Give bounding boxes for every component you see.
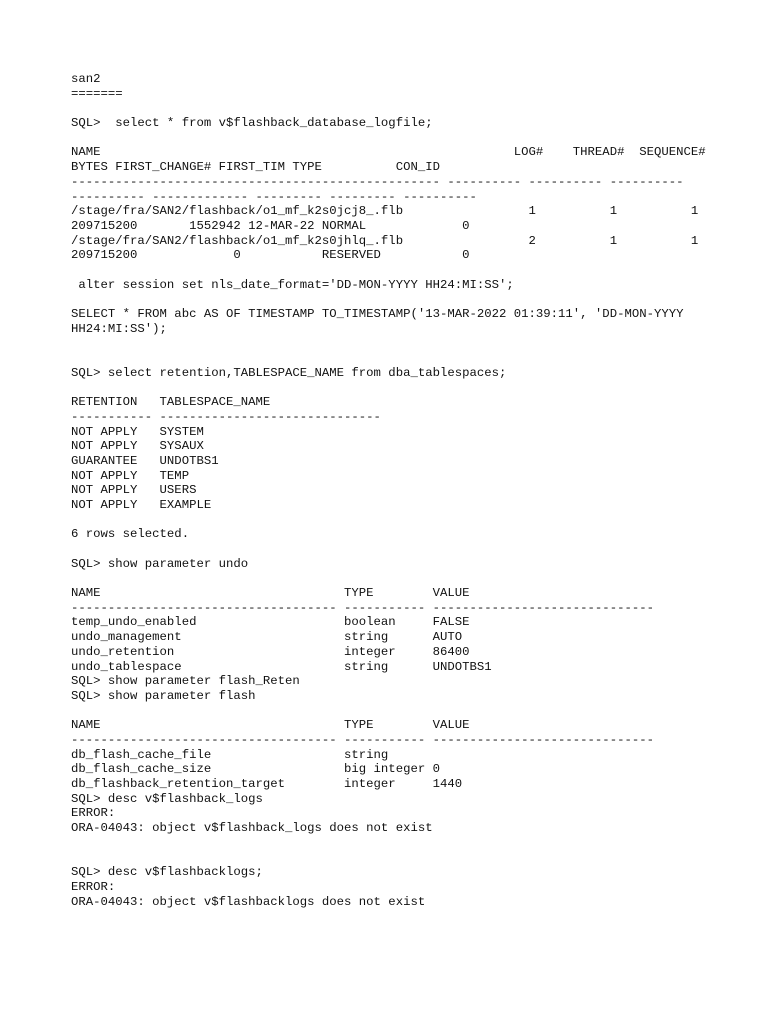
document-page bbox=[71, 72, 751, 909]
text-line: ----------- ------------------------------ bbox=[71, 409, 381, 424]
text-line: NOT APPLY TEMP bbox=[71, 468, 190, 483]
text-line: alter session set nls_date_format='DD-MON-YYYY HH24:MI:SS'; bbox=[71, 277, 514, 292]
text-line: NOT APPLY EXAMPLE bbox=[71, 497, 212, 512]
text-line: GUARANTEE UNDOTBS1 bbox=[71, 453, 219, 468]
text-line bbox=[71, 836, 751, 851]
text-line bbox=[71, 131, 751, 146]
text-line: 6 rows selected. bbox=[71, 527, 190, 542]
text-line: db_flashback_retention_target integer 1440 bbox=[71, 777, 463, 791]
text-line: NOT APPLY USERS bbox=[71, 483, 197, 498]
text-line: ERROR: bbox=[71, 879, 116, 894]
text-line bbox=[71, 571, 751, 586]
text-line: db_flash_cache_file string bbox=[71, 747, 389, 762]
text-line bbox=[71, 351, 751, 366]
text-line: SQL> desc v$flashbacklogs; bbox=[71, 865, 263, 880]
text-line bbox=[71, 101, 751, 116]
text-line: undo_retention integer 86400 bbox=[71, 644, 470, 659]
text-line: 209715200 0 RESERVED 0 bbox=[71, 248, 470, 263]
text-line bbox=[71, 336, 751, 351]
text-line: undo_tablespace string UNDOTBS1 bbox=[71, 659, 492, 674]
text-line: SQL> select * from v$flashback_database_logfile; bbox=[71, 116, 433, 131]
text-line: NOT APPLY SYSAUX bbox=[71, 439, 204, 454]
text-line bbox=[71, 850, 751, 865]
text-line: ORA-04043: object v$flashback_logs does not exist bbox=[71, 821, 433, 836]
text-line: ======= bbox=[71, 86, 123, 101]
text-line: ------------------------------------ ----------- ------------------------------ bbox=[71, 600, 654, 615]
text-line: /stage/fra/SAN2/flashback/o1_mf_k2s0jhlq_.flb 2 1 1 bbox=[71, 233, 699, 248]
text-line: ORA-04043: object v$flashbacklogs does not exist bbox=[71, 894, 426, 909]
text-line: 209715200 1552942 12-MAR-22 NORMAL 0 bbox=[71, 218, 470, 233]
text-line: SELECT * FROM abc AS OF TIMESTAMP TO_TIMESTAMP('13-MAR-2022 01:39:11', 'DD-MON-YYYY bbox=[71, 307, 684, 321]
text-line: NAME LOG# THREAD# SEQUENCE# bbox=[71, 145, 706, 160]
text-line: san2 bbox=[71, 72, 101, 86]
text-line bbox=[71, 704, 751, 719]
text-line: ------------------------------------ ----------- ------------------------------ bbox=[71, 732, 654, 747]
text-line: RETENTION TABLESPACE_NAME bbox=[71, 395, 271, 410]
text-line bbox=[71, 513, 751, 528]
text-line bbox=[71, 380, 751, 395]
text-line: HH24:MI:SS'); bbox=[71, 321, 167, 336]
text-line: NAME TYPE VALUE bbox=[71, 586, 470, 601]
text-line: /stage/fra/SAN2/flashback/o1_mf_k2s0jcj8_.flb 1 1 1 bbox=[71, 204, 699, 219]
text-line: undo_management string AUTO bbox=[71, 630, 463, 645]
text-line: -------------------------------------------------- ---------- ---------- ---------- bbox=[71, 174, 684, 189]
text-line bbox=[71, 542, 751, 557]
text-line: SQL> desc v$flashback_logs bbox=[71, 791, 263, 806]
text-line: NAME TYPE VALUE bbox=[71, 718, 470, 733]
text-line: SQL> select retention,TABLESPACE_NAME from dba_tablespaces; bbox=[71, 365, 507, 380]
text-line: NOT APPLY SYSTEM bbox=[71, 424, 204, 439]
text-line bbox=[71, 263, 751, 278]
text-line: SQL> show parameter undo bbox=[71, 556, 249, 571]
text-line: temp_undo_enabled boolean FALSE bbox=[71, 615, 470, 630]
text-line: BYTES FIRST_CHANGE# FIRST_TIM TYPE CON_ID bbox=[71, 160, 440, 175]
text-line bbox=[71, 292, 751, 307]
text-line: SQL> show parameter flash_Reten bbox=[71, 674, 300, 689]
text-line: SQL> show parameter flash bbox=[71, 688, 256, 703]
text-line: ERROR: bbox=[71, 806, 116, 821]
text-line: ---------- ------------- --------- --------- ---------- bbox=[71, 189, 477, 204]
text-line: db_flash_cache_size big integer 0 bbox=[71, 762, 440, 777]
